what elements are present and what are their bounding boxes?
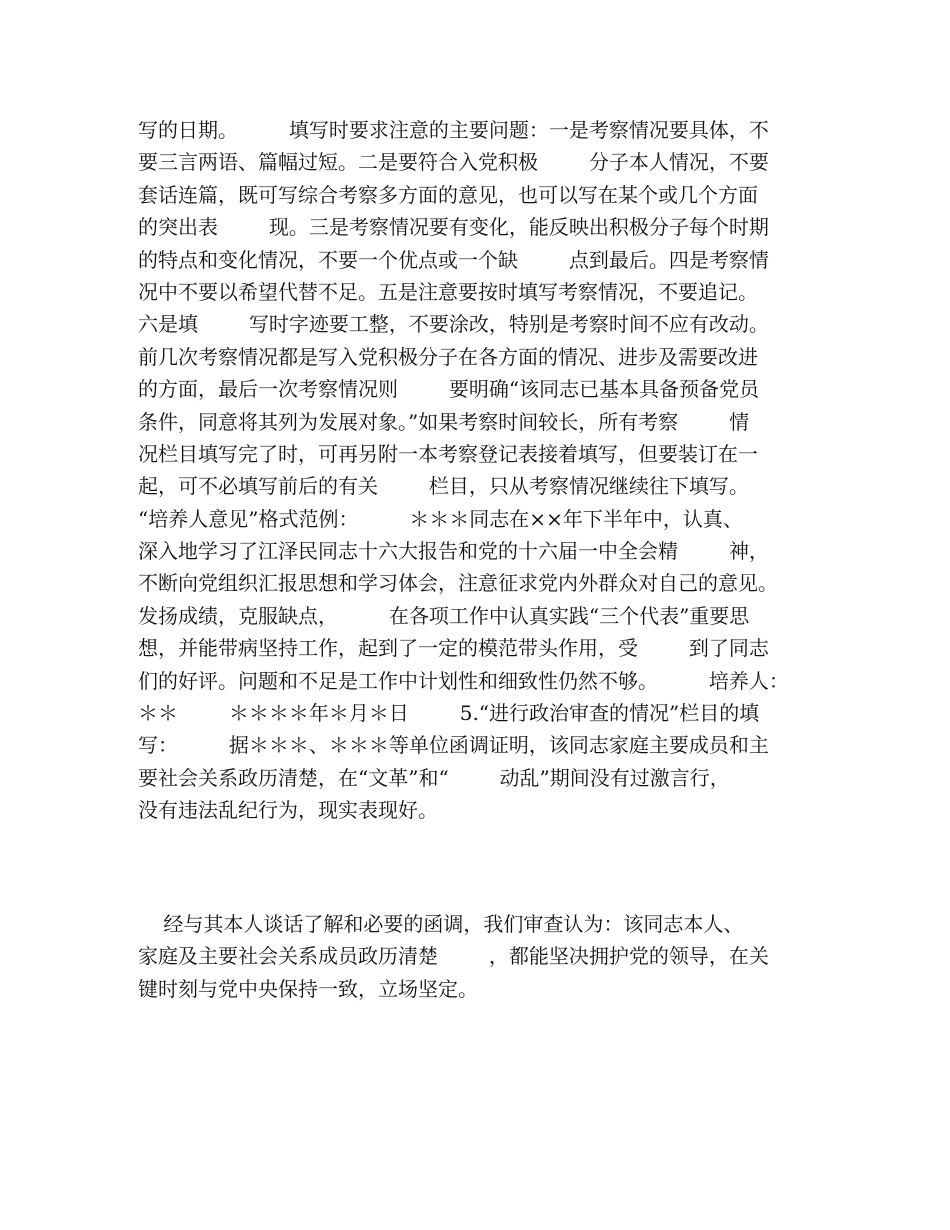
text-line: 不断向党组织汇报思想和学习体会，注意征求党内外群众对自己的意见。 — [138, 571, 778, 596]
body-paragraph-1 — [138, 114, 828, 827]
text-line: 发扬成绩，克服缺点， 在各项工作中认真实践“三个代表”重要思 — [138, 603, 750, 628]
text-line: 要社会关系政历清楚，在“文革”和“ 动乱”期间没有过激言行， — [138, 765, 730, 790]
text-line: 的方面，最后一次考察情况则 要明确“该同志已基本具备预备党员 — [138, 377, 760, 402]
text-line: 况中不要以希望代替不足。五是注意要按时填写考察情况，不要追记。 — [138, 279, 758, 304]
text-line: 键时刻与党中央保持一致，立场坚定。 — [138, 976, 478, 1001]
text-line: 写的日期。 填写时要求注意的主要问题：一是考察情况要具体，不 — [138, 118, 769, 142]
text-line: 况栏目填写完了时，可再另附一本考察登记表接着填写，但要装订在一 — [138, 441, 758, 466]
text-line: “培养人意见”格式范例： ＊＊＊同志在××年下半年中，认真、 — [138, 506, 743, 531]
text-line: 没有违法乱纪行为，现实表现好。 — [138, 798, 438, 823]
text-line: 想，并能带病坚持工作，起到了一定的模范带头作用，受 到了同志 — [138, 636, 769, 661]
text-line: 的特点和变化情况，不要一个优点或一个缺 点到最后。四是考察情 — [138, 247, 769, 272]
text-line: 家庭及主要社会关系成员政历清楚 ，都能坚决拥护党的领导，在关 — [138, 944, 769, 969]
text-line: 套话连篇，既可写综合考察多方面的意见，也可以写在某个或几个方面 — [138, 182, 758, 207]
text-line: 要三言两语、篇幅过短。二是要符合入党积极 分子本人情况，不要 — [138, 150, 769, 175]
text-line: 起，可不必填写前后的有关 栏目，只从考察情况继续往下填写。 — [138, 474, 749, 499]
text-line: 六是填 写时字迹要工整，不要涂改，特别是考察时间不应有改动。 — [138, 312, 769, 337]
text-line: 深入地学习了江泽民同志十六大报告和党的十六届一中全会精 神， — [138, 539, 769, 564]
text-line: ＊＊ ＊＊＊＊年＊月＊日 5.“进行政治审查的情况”栏目的填 — [138, 701, 760, 726]
text-line: 的突出表 现。三是考察情况要有变化，能反映出积极分子每个时期 — [138, 215, 769, 240]
text-line: 经与其本人谈话了解和必要的函调，我们审查认为：该同志本人、 — [138, 912, 744, 936]
text-line: 前几次考察情况都是写入党积极分子在各方面的情况、进步及需要改进 — [138, 344, 758, 369]
text-line: 条件，同意将其列为发展对象。”如果考察时间较长，所有考察 情 — [138, 409, 750, 434]
body-paragraph-2 — [138, 908, 828, 1005]
text-line: 写： 据＊＊＊、＊＊＊等单位函调证明，该同志家庭主要成员和主 — [138, 733, 769, 758]
text-line: 们的好评。问题和不足是工作中计划性和细致性仍然不够。 培养人： — [138, 668, 789, 693]
